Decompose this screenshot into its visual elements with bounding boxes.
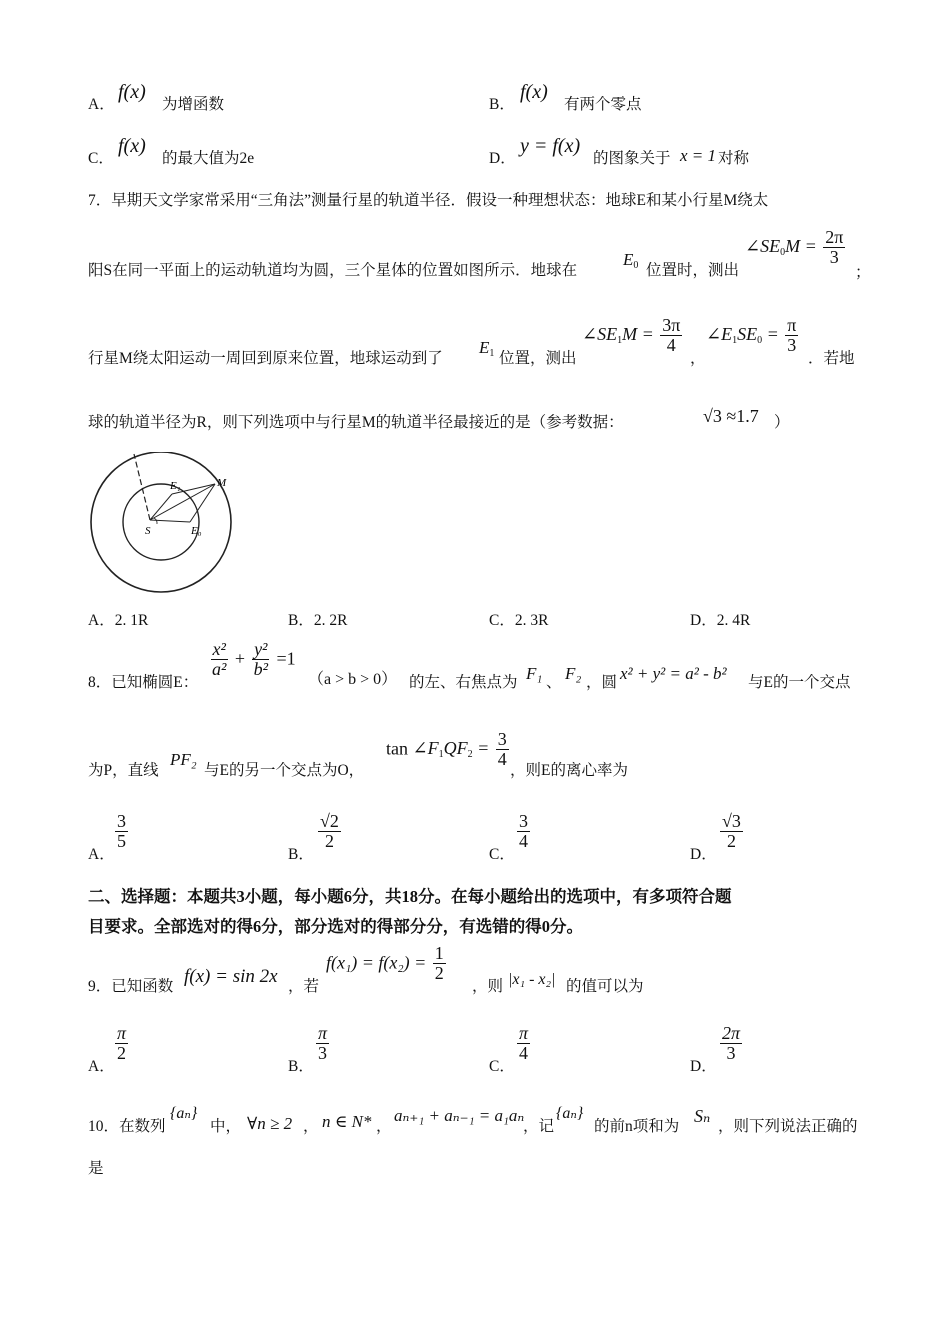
q8-ellipse-eq: $\frac{\text{x²}}{\text{a²}}$ + $\frac{\text{y²}}{\text{b²}}$ =1	[212, 639, 296, 679]
q8-option-c-frac: $\frac{3}{4}$	[519, 811, 528, 851]
angle-arc	[154, 518, 157, 524]
q6-option-d-text-a: 的图象关于	[593, 150, 671, 167]
q8-option-a-frac: $\frac{3}{5}$	[117, 811, 126, 851]
q9-function: f(x) = sin 2x	[184, 966, 278, 987]
q10-n-in: n ∈ N*	[322, 1112, 372, 1131]
q8-line1b: 的左、右焦点为	[409, 674, 518, 691]
q7-line2a: 阳S在同一平面上的运动轨道均为圆，三个星体的位置如图所示．地球在	[88, 262, 578, 279]
line-sm	[150, 484, 215, 520]
q8-line2b: 与E的另一个交点为O，	[204, 762, 365, 779]
q8-option-d-letter: D．	[690, 846, 717, 863]
q7-angle-se0m: $\angle SE_0M$ = $\frac{2\pi}{3}$	[745, 227, 844, 267]
q9-option-b-letter: B．	[288, 1058, 314, 1075]
q7-angle-se1m: $\angle SE_1M$ = $\frac{3\pi}{4}$	[582, 315, 681, 355]
q7-line1: 7．早期天文学家常采用“三角法”测量行星的轨道半径．假设一种理想状态：地球E和某小行星M绕太	[88, 192, 769, 209]
q10-sequence2: {aₙ}	[556, 1105, 584, 1122]
q10-comma2: ，	[376, 1118, 392, 1135]
q10-line-d: 的前n项和为	[594, 1118, 680, 1135]
asteroid-orbit	[91, 452, 231, 592]
q8-line1c: ，圆	[586, 674, 618, 691]
q9-option-a-letter: A．	[88, 1058, 115, 1075]
q8-option-b-letter: B．	[288, 846, 314, 863]
line-se1	[150, 494, 172, 520]
q6-option-a-text: 为增函数	[162, 96, 225, 113]
q9-line-b: ，若	[288, 978, 320, 995]
q7-option-c: C．2. 3R	[489, 612, 549, 629]
q7-line2b: 位置时，测出	[646, 262, 740, 279]
section2-heading-line2: 目要求。全部选对的得6分，部分选对的得部分分，有选错的得0分。	[88, 917, 583, 936]
q7-option-b: B．2. 2R	[288, 612, 348, 629]
q6-option-c-math: f(x)	[118, 135, 146, 157]
q10-sequence: {aₙ}	[170, 1105, 198, 1122]
q10-recurrence: aₙ₊₁ + aₙ₋₁ = a₁aₙ	[394, 1106, 525, 1125]
q6-option-a-letter: A．	[88, 96, 115, 113]
q8-sep: 、	[546, 674, 562, 691]
orbit-figure	[82, 452, 242, 597]
q8-circle-eq: x² + y² = a² - b²	[620, 664, 727, 683]
q8-f2: F₂	[565, 664, 582, 683]
q6-option-c-letter: C．	[88, 150, 114, 167]
q8-line2a: 为P，直线	[88, 762, 159, 779]
q9-option-d-frac: $\frac{2\pi}{3}$	[722, 1023, 741, 1063]
q7-line4: 球的轨道半径为R，则下列选项中与行星M的轨道半径最接近的是（参考数据：	[88, 414, 624, 431]
q8-f1: F₁	[526, 664, 543, 683]
section2-heading-line1: 二、选择题：本题共3小题，每小题6分，共18分。在每小题给出的选项中，有多项符合题	[88, 887, 732, 906]
q7-line3-comma: ，	[690, 350, 706, 367]
q7-line3c: ．若地	[808, 350, 855, 367]
q6-option-d-letter: D．	[489, 150, 516, 167]
q9-line-c: ，则	[472, 978, 504, 995]
q7-line2c: ；	[855, 264, 871, 281]
q7-angle-e1se0: $\angle E_1SE_0$ = $\frac{\pi}{3}$	[706, 315, 797, 355]
q9-line-a: 9．已知函数	[88, 978, 174, 995]
q6-option-b-text: 有两个零点	[564, 96, 642, 113]
q10-line-b: 中，	[210, 1118, 242, 1135]
q8-condition: （a > b > 0）	[308, 671, 398, 688]
q8-option-a-letter: A．	[88, 846, 115, 863]
q8-line2c: ，则E的离心率为	[510, 762, 628, 779]
q9-option-b-frac: $\frac{\pi}{3}$	[318, 1023, 328, 1063]
q8-option-d-frac: $\frac{√3}{2}$	[722, 811, 741, 851]
q6-option-c-text: 的最大值为2e	[162, 150, 255, 167]
q9-option-a-frac: $\frac{\pi}{2}$	[117, 1023, 127, 1063]
q10-forall: ∀n ≥ 2	[247, 1114, 293, 1133]
fig-label-e1: E₁	[170, 480, 181, 492]
q6-option-a-math: f(x)	[118, 81, 146, 103]
q9-option-c-frac: $\frac{\pi}{4}$	[519, 1023, 529, 1063]
q8-pf2: PF₂	[170, 750, 197, 769]
q8-line1a: 8．已知椭圆E：	[88, 674, 199, 691]
q9-abs-diff: |x₁ - x₂|	[508, 971, 556, 988]
q9-line-d: 的值可以为	[566, 978, 644, 995]
fig-label-s: S	[145, 525, 151, 537]
q7-option-d: D．2. 4R	[690, 612, 751, 629]
q10-line-e: ，则下列说法正确的	[718, 1118, 858, 1135]
q7-e1-math: $E_1$	[479, 338, 495, 359]
q7-option-a: A．2. 1R	[88, 612, 149, 629]
q10-line2: 是	[88, 1160, 104, 1177]
q6-option-d-text-b: 对称	[718, 150, 750, 167]
q7-line3a: 行星M绕太阳运动一周回到原来位置，地球运动到了	[88, 350, 443, 367]
q6-option-d-math: y = f(x)	[520, 135, 581, 157]
q6-option-d-math2: x = 1	[680, 146, 717, 165]
q10-comma1: ，	[303, 1118, 319, 1135]
q9-condition: f(x₁) = f(x₂) = $\frac{1}{2}$	[326, 943, 444, 983]
q10-line-c: ，记	[523, 1118, 555, 1135]
q8-tan-eq: $\tan \angle F_1QF_2$ = $\frac{3}{4}$	[386, 729, 507, 769]
q6-option-b-letter: B．	[489, 96, 515, 113]
fig-label-m: M	[217, 477, 227, 489]
q9-option-c-letter: C．	[489, 1058, 515, 1075]
fig-label-e0: E₀	[191, 525, 202, 537]
q6-option-b-math: f(x)	[520, 81, 548, 103]
q7-ref-data: √3 ≈1.7	[703, 406, 759, 426]
q7-e0-math: $E_0$	[623, 250, 639, 271]
q10-line-a: 10．在数列	[88, 1118, 166, 1135]
q8-option-b-frac: $\frac{√2}{2}$	[320, 811, 339, 851]
q7-line4-end: ）	[774, 414, 790, 431]
q8-option-c-letter: C．	[489, 846, 515, 863]
q9-option-d-letter: D．	[690, 1058, 717, 1075]
q7-line3b: 位置，测出	[499, 350, 577, 367]
q8-line1d: 与E的一个交点	[748, 674, 851, 691]
q10-sn: Sₙ	[694, 1106, 711, 1126]
